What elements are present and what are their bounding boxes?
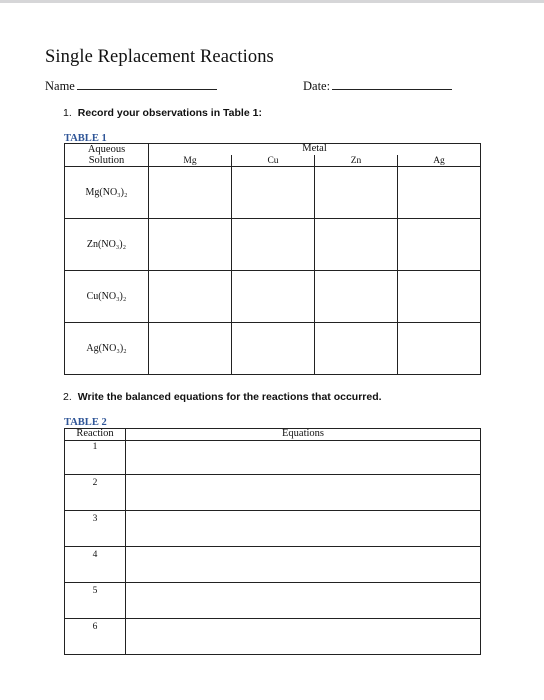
table-row bbox=[65, 271, 481, 323]
question-2-number: 2. bbox=[63, 391, 72, 403]
top-border bbox=[0, 0, 544, 3]
observation-cell[interactable] bbox=[398, 271, 481, 323]
equation-cell[interactable] bbox=[126, 547, 481, 583]
metal-col-mg: Mg bbox=[149, 155, 232, 167]
observations-table bbox=[64, 143, 481, 375]
observation-cell[interactable] bbox=[232, 271, 315, 323]
equation-cell[interactable] bbox=[126, 511, 481, 547]
table-row bbox=[65, 619, 481, 655]
observation-cell[interactable] bbox=[398, 323, 481, 375]
metal-col-zn: Zn bbox=[315, 155, 398, 167]
date-blank-line[interactable] bbox=[332, 79, 452, 90]
name-label: Name bbox=[45, 79, 75, 93]
table-row bbox=[65, 475, 481, 511]
metal-col-ag: Ag bbox=[398, 155, 481, 167]
equation-cell[interactable] bbox=[126, 583, 481, 619]
reaction-header: Reaction bbox=[65, 429, 126, 441]
metal-header: Metal bbox=[149, 144, 481, 155]
table-row bbox=[65, 547, 481, 583]
aqueous-solution-header bbox=[65, 144, 149, 167]
solution-label: Mg(NO₃)₂ bbox=[65, 167, 149, 219]
equation-cell[interactable] bbox=[126, 475, 481, 511]
table-row bbox=[65, 323, 481, 375]
observation-cell[interactable] bbox=[149, 219, 232, 271]
page-title: Single Replacement Reactions bbox=[45, 47, 274, 67]
date-field bbox=[303, 79, 452, 94]
equations-header: Equations bbox=[126, 429, 481, 441]
observation-cell[interactable] bbox=[232, 219, 315, 271]
observation-cell[interactable] bbox=[232, 167, 315, 219]
observation-cell[interactable] bbox=[149, 271, 232, 323]
observation-cell[interactable] bbox=[232, 323, 315, 375]
observation-cell[interactable] bbox=[315, 219, 398, 271]
reaction-number: 6 bbox=[65, 619, 126, 655]
metal-col-cu: Cu bbox=[232, 155, 315, 167]
observation-cell[interactable] bbox=[149, 323, 232, 375]
aqueous-header-line2: Solution bbox=[88, 155, 125, 166]
table-row bbox=[65, 583, 481, 619]
table-2-caption: TABLE 2 bbox=[64, 417, 107, 428]
observation-cell[interactable] bbox=[315, 271, 398, 323]
observation-cell[interactable] bbox=[398, 219, 481, 271]
date-label: Date: bbox=[303, 79, 331, 93]
question-2-text: Write the balanced equations for the reactions that occurred. bbox=[77, 391, 382, 403]
reaction-number: 3 bbox=[65, 511, 126, 547]
question-1-text: Record your observations in Table 1: bbox=[77, 107, 262, 119]
equations-table bbox=[64, 428, 481, 655]
table-row bbox=[65, 167, 481, 219]
observation-cell[interactable] bbox=[315, 323, 398, 375]
solution-label: Cu(NO₃)₂ bbox=[65, 271, 149, 323]
equation-cell[interactable] bbox=[126, 619, 481, 655]
table-1-caption: TABLE 1 bbox=[64, 133, 107, 144]
solution-label: Zn(NO₃)₂ bbox=[65, 219, 149, 271]
table-row bbox=[65, 441, 481, 475]
observation-cell[interactable] bbox=[398, 167, 481, 219]
aqueous-header-line1: Aqueous bbox=[87, 144, 126, 155]
reaction-number: 2 bbox=[65, 475, 126, 511]
observation-cell[interactable] bbox=[149, 167, 232, 219]
name-field bbox=[45, 79, 217, 94]
reaction-number: 4 bbox=[65, 547, 126, 583]
question-2 bbox=[63, 391, 382, 403]
table-row bbox=[65, 511, 481, 547]
solution-label: Ag(NO₃)₂ bbox=[65, 323, 149, 375]
table-row bbox=[65, 219, 481, 271]
question-1-number: 1. bbox=[63, 107, 72, 119]
name-blank-line[interactable] bbox=[77, 79, 217, 90]
observation-cell[interactable] bbox=[315, 167, 398, 219]
reaction-number: 1 bbox=[65, 441, 126, 475]
equation-cell[interactable] bbox=[126, 441, 481, 475]
question-1 bbox=[63, 107, 262, 119]
reaction-number: 5 bbox=[65, 583, 126, 619]
